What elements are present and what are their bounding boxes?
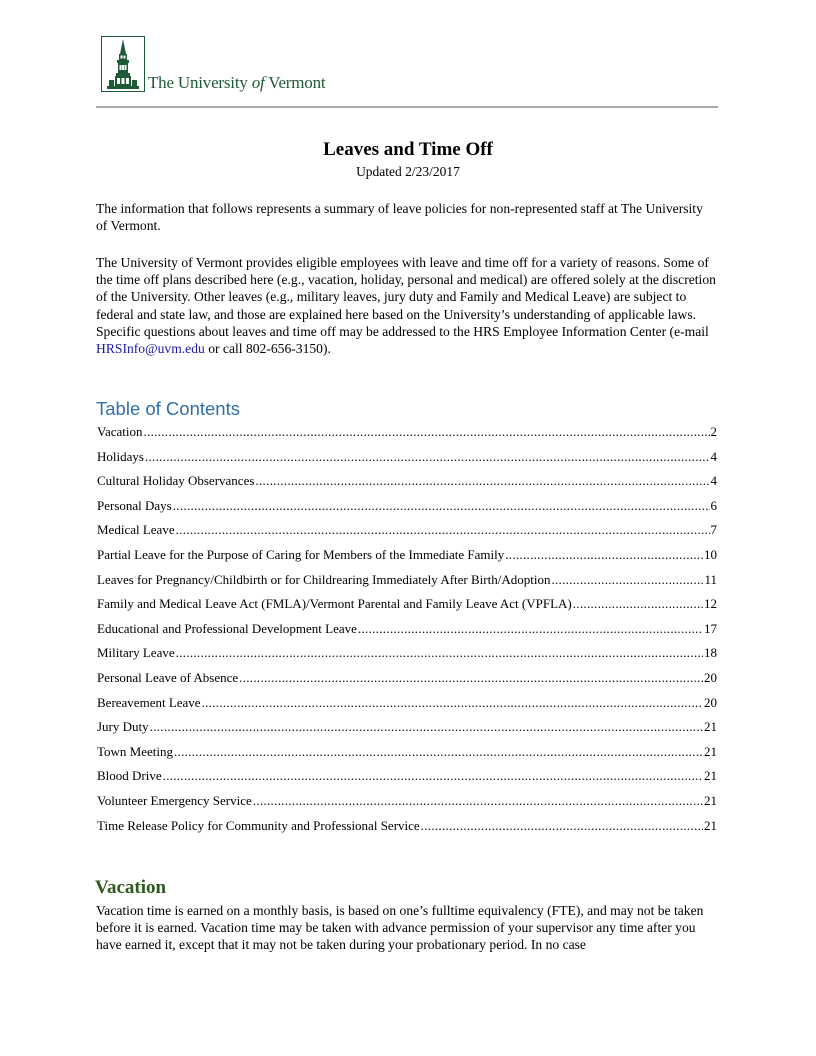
toc-leader-dots bbox=[253, 791, 703, 811]
toc-leader-dots bbox=[150, 717, 703, 737]
updated-date: Updated 2/23/2017 bbox=[356, 164, 460, 179]
toc-entry-page[interactable]: 2 bbox=[710, 424, 717, 439]
toc-entry-page[interactable]: 18 bbox=[704, 645, 717, 661]
toc-leader-dots bbox=[174, 742, 703, 762]
toc-entry[interactable] bbox=[97, 693, 717, 718]
toc-entry-page[interactable]: 4 bbox=[710, 473, 717, 489]
toc-leader-dots bbox=[573, 594, 703, 614]
toc-leader-dots bbox=[145, 447, 710, 467]
toc-leader-dots bbox=[176, 520, 710, 540]
toc-entry-title[interactable]: Volunteer Emergency Service bbox=[97, 792, 252, 808]
toc-entry-title[interactable]: Town Meeting bbox=[97, 743, 173, 759]
toc-leader-dots bbox=[176, 643, 703, 663]
email-link[interactable]: HRSInfo@uvm.edu bbox=[96, 341, 205, 357]
toc-entry-title[interactable]: Vacation bbox=[97, 424, 143, 439]
page-title: Leaves and Time Off bbox=[323, 139, 493, 160]
toc-leader-dots bbox=[202, 693, 703, 713]
toc-entry-title[interactable]: Cultural Holiday Observances bbox=[97, 473, 255, 489]
vacation-heading: Vacation bbox=[95, 877, 167, 898]
toc-leader-dots bbox=[143, 422, 709, 442]
toc-entry-page[interactable]: 21 bbox=[704, 792, 717, 808]
toc-entry-page[interactable]: 21 bbox=[704, 817, 717, 833]
toc-leader-dots bbox=[421, 816, 703, 836]
toc-entry-page[interactable]: 10 bbox=[704, 546, 717, 562]
toc-entry[interactable] bbox=[97, 545, 717, 570]
toc-heading: Table of Contents bbox=[96, 398, 240, 419]
toc-entry[interactable] bbox=[97, 619, 717, 644]
toc-entry-page[interactable]: 6 bbox=[710, 497, 717, 513]
toc-entry-title[interactable]: Partial Leave for the Purpose of Caring for Members of the Immediate Family bbox=[97, 546, 505, 562]
toc-leader-dots bbox=[551, 570, 703, 590]
toc-entry[interactable] bbox=[97, 791, 717, 816]
header-divider bbox=[96, 106, 718, 108]
toc-entry[interactable] bbox=[97, 742, 717, 767]
toc-entry-page[interactable]: 21 bbox=[704, 743, 717, 759]
toc-entry-title[interactable]: Family and Medical Leave Act (FMLA)/Vermont Parental and Family Leave Act (VPFLA) bbox=[97, 596, 572, 612]
toc-entry[interactable] bbox=[97, 766, 717, 791]
toc-entry-title[interactable]: Personal Leave of Absence bbox=[97, 669, 239, 685]
logo-wordmark: The University of Vermont bbox=[148, 73, 326, 92]
toc-entry[interactable] bbox=[97, 816, 717, 841]
toc-entry-page[interactable]: 11 bbox=[704, 571, 717, 587]
toc-entry-page[interactable]: 20 bbox=[704, 694, 717, 710]
toc-entry[interactable] bbox=[97, 594, 717, 619]
toc-entry-page[interactable]: 7 bbox=[710, 522, 717, 538]
toc-entry[interactable] bbox=[97, 717, 717, 742]
toc-entry-title[interactable]: Educational and Professional Development Leave bbox=[97, 620, 357, 636]
toc-entry-title[interactable]: Jury Duty bbox=[97, 719, 149, 735]
toc-entry[interactable] bbox=[97, 570, 717, 595]
toc-leader-dots bbox=[255, 471, 709, 491]
toc-entry[interactable] bbox=[97, 447, 717, 472]
toc-entry-title[interactable]: Blood Drive bbox=[97, 768, 162, 784]
toc-entry-page[interactable]: 4 bbox=[710, 448, 717, 464]
toc-entry-title[interactable]: Leaves for Pregnancy/Childbirth or for Childrearing Immediately After Birth/Adoption bbox=[97, 571, 551, 587]
toc-entry-title[interactable]: Personal Days bbox=[97, 497, 172, 513]
table-of-contents bbox=[97, 422, 717, 840]
vacation-paragraph: Vacation time is earned on a monthly basis, is based on one’s fulltime equivalency (FTE), and may not be taken before it is earned. Vacation time may be taken with advance permission of your supervisor any time after you have earned it, except that it may not be taken during your probationary period. In no case bbox=[96, 903, 704, 953]
toc-entry[interactable] bbox=[97, 668, 717, 693]
toc-entry[interactable] bbox=[97, 496, 717, 521]
toc-entry-page[interactable]: 21 bbox=[704, 768, 717, 784]
toc-entry[interactable] bbox=[97, 643, 717, 668]
toc-entry[interactable] bbox=[97, 422, 717, 447]
toc-entry[interactable] bbox=[97, 520, 717, 545]
uvm-logo bbox=[101, 36, 326, 92]
toc-entry[interactable] bbox=[97, 471, 717, 496]
toc-entry-page[interactable]: 17 bbox=[704, 620, 717, 636]
toc-entry-title[interactable]: Holidays bbox=[97, 448, 144, 464]
toc-entry-page[interactable]: 21 bbox=[704, 719, 717, 735]
toc-leader-dots bbox=[173, 496, 710, 516]
toc-leader-dots bbox=[505, 545, 703, 565]
intro-paragraph: The information that follows represents a summary of leave policies for non-represented staff at The University of Vermont. bbox=[96, 201, 703, 234]
toc-leader-dots bbox=[239, 668, 703, 688]
toc-entry-title[interactable]: Medical Leave bbox=[97, 522, 175, 538]
body-paragraph: The University of Vermont provides eligible employees with leave and time off for a variety of reasons. Some of the time off plans described here (e.g., vacation, holiday, personal and medical) are offered solely at the discretion of the University. Other leaves (e.g., military leaves, jury duty and Family and Medical Leave) are subject to federal and state law, and those are explained here based on the University’s understanding of applicable laws. Specific questions about leaves and time off may be addressed to the HRS Employee Information Center (e-mail HRSInfo@uvm.edu or call 802-656-3150). bbox=[96, 255, 716, 357]
toc-entry-title[interactable]: Time Release Policy for Community and Professional Service bbox=[97, 817, 420, 833]
toc-entry-title[interactable]: Bereavement Leave bbox=[97, 694, 201, 710]
toc-leader-dots bbox=[358, 619, 703, 639]
toc-entry-page[interactable]: 20 bbox=[704, 669, 717, 685]
toc-entry-page[interactable]: 12 bbox=[704, 596, 717, 612]
toc-entry-title[interactable]: Military Leave bbox=[97, 645, 175, 661]
toc-leader-dots bbox=[163, 766, 703, 786]
uvm-tower-icon bbox=[101, 36, 145, 92]
